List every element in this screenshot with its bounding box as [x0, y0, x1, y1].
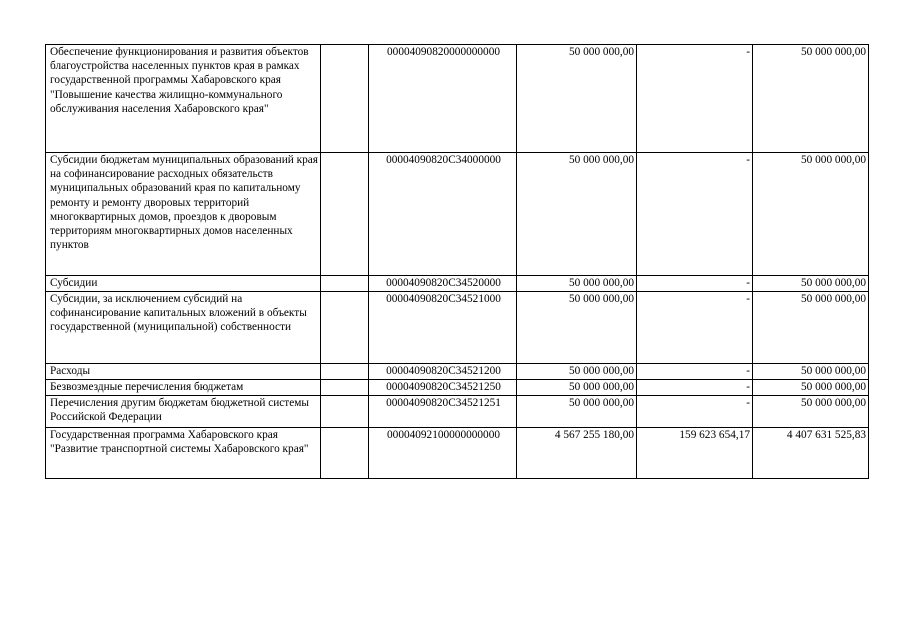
row-executed: -	[637, 364, 753, 380]
row-remainder: 50 000 000,00	[753, 364, 869, 380]
row-code: 00004090820C34000000	[369, 153, 517, 276]
row-plan: 50 000 000,00	[517, 396, 637, 428]
row-code: 00004090820C34521250	[369, 380, 517, 396]
row-remainder: 50 000 000,00	[753, 276, 869, 292]
row-name: Субсидии, за исключением субсидий на софинансирование капитальных вложений в объекты государственной (муниципальной) собственности	[46, 292, 321, 364]
row-executed: -	[637, 276, 753, 292]
row-name: Субсидии бюджетам муниципальных образований края на софинансирование расходных обязательств муниципальных образований края по капитальному ремонту и ремонту дворовых территорий многоквартирных домов, проездов к дворовым территориям многоквартирных домов населенных пунктов	[46, 153, 321, 276]
row-code: 00004090820C34521000	[369, 292, 517, 364]
row-plan: 50 000 000,00	[517, 45, 637, 153]
row-code: 00004090820C34521251	[369, 396, 517, 428]
table-row	[46, 396, 869, 428]
row-executed: -	[637, 45, 753, 153]
row-code: 00004090820000000000	[369, 45, 517, 153]
row-remainder: 50 000 000,00	[753, 396, 869, 428]
table-row	[46, 45, 869, 153]
row-remainder: 50 000 000,00	[753, 45, 869, 153]
blank-cell	[321, 396, 369, 428]
budget-execution-table	[45, 44, 869, 479]
row-executed: -	[637, 380, 753, 396]
table-row	[46, 292, 869, 364]
blank-cell	[321, 276, 369, 292]
row-remainder: 50 000 000,00	[753, 380, 869, 396]
row-executed: -	[637, 396, 753, 428]
row-name: Безвозмездные перечисления бюджетам	[46, 380, 321, 396]
row-plan: 50 000 000,00	[517, 153, 637, 276]
row-code: 00004090820C34520000	[369, 276, 517, 292]
row-plan: 4 567 255 180,00	[517, 428, 637, 479]
row-name: Субсидии	[46, 276, 321, 292]
blank-cell	[321, 380, 369, 396]
blank-cell	[321, 364, 369, 380]
row-plan: 50 000 000,00	[517, 276, 637, 292]
row-executed: -	[637, 153, 753, 276]
table-row	[46, 428, 869, 479]
blank-cell	[321, 153, 369, 276]
blank-cell	[321, 428, 369, 479]
row-plan: 50 000 000,00	[517, 364, 637, 380]
row-plan: 50 000 000,00	[517, 292, 637, 364]
row-remainder: 50 000 000,00	[753, 153, 869, 276]
table-row	[46, 364, 869, 380]
blank-cell	[321, 45, 369, 153]
row-name: Обеспечение функционирования и развития объектов благоустройства населенных пунктов края в рамках государственной программы Хабаровского края "Повышение качества жилищно-коммунального обслуживания населения Хабаровского края"	[46, 45, 321, 153]
row-name: Расходы	[46, 364, 321, 380]
row-remainder: 50 000 000,00	[753, 292, 869, 364]
row-code: 00004092100000000000	[369, 428, 517, 479]
table-row	[46, 276, 869, 292]
row-code: 00004090820C34521200	[369, 364, 517, 380]
table-row	[46, 380, 869, 396]
table-row	[46, 153, 869, 276]
row-name: Перечисления другим бюджетам бюджетной системы Российской Федерации	[46, 396, 321, 428]
blank-cell	[321, 292, 369, 364]
row-name: Государственная программа Хабаровского края "Развитие транспортной системы Хабаровского края"	[46, 428, 321, 479]
row-executed: 159 623 654,17	[637, 428, 753, 479]
row-executed: -	[637, 292, 753, 364]
row-plan: 50 000 000,00	[517, 380, 637, 396]
row-remainder: 4 407 631 525,83	[753, 428, 869, 479]
